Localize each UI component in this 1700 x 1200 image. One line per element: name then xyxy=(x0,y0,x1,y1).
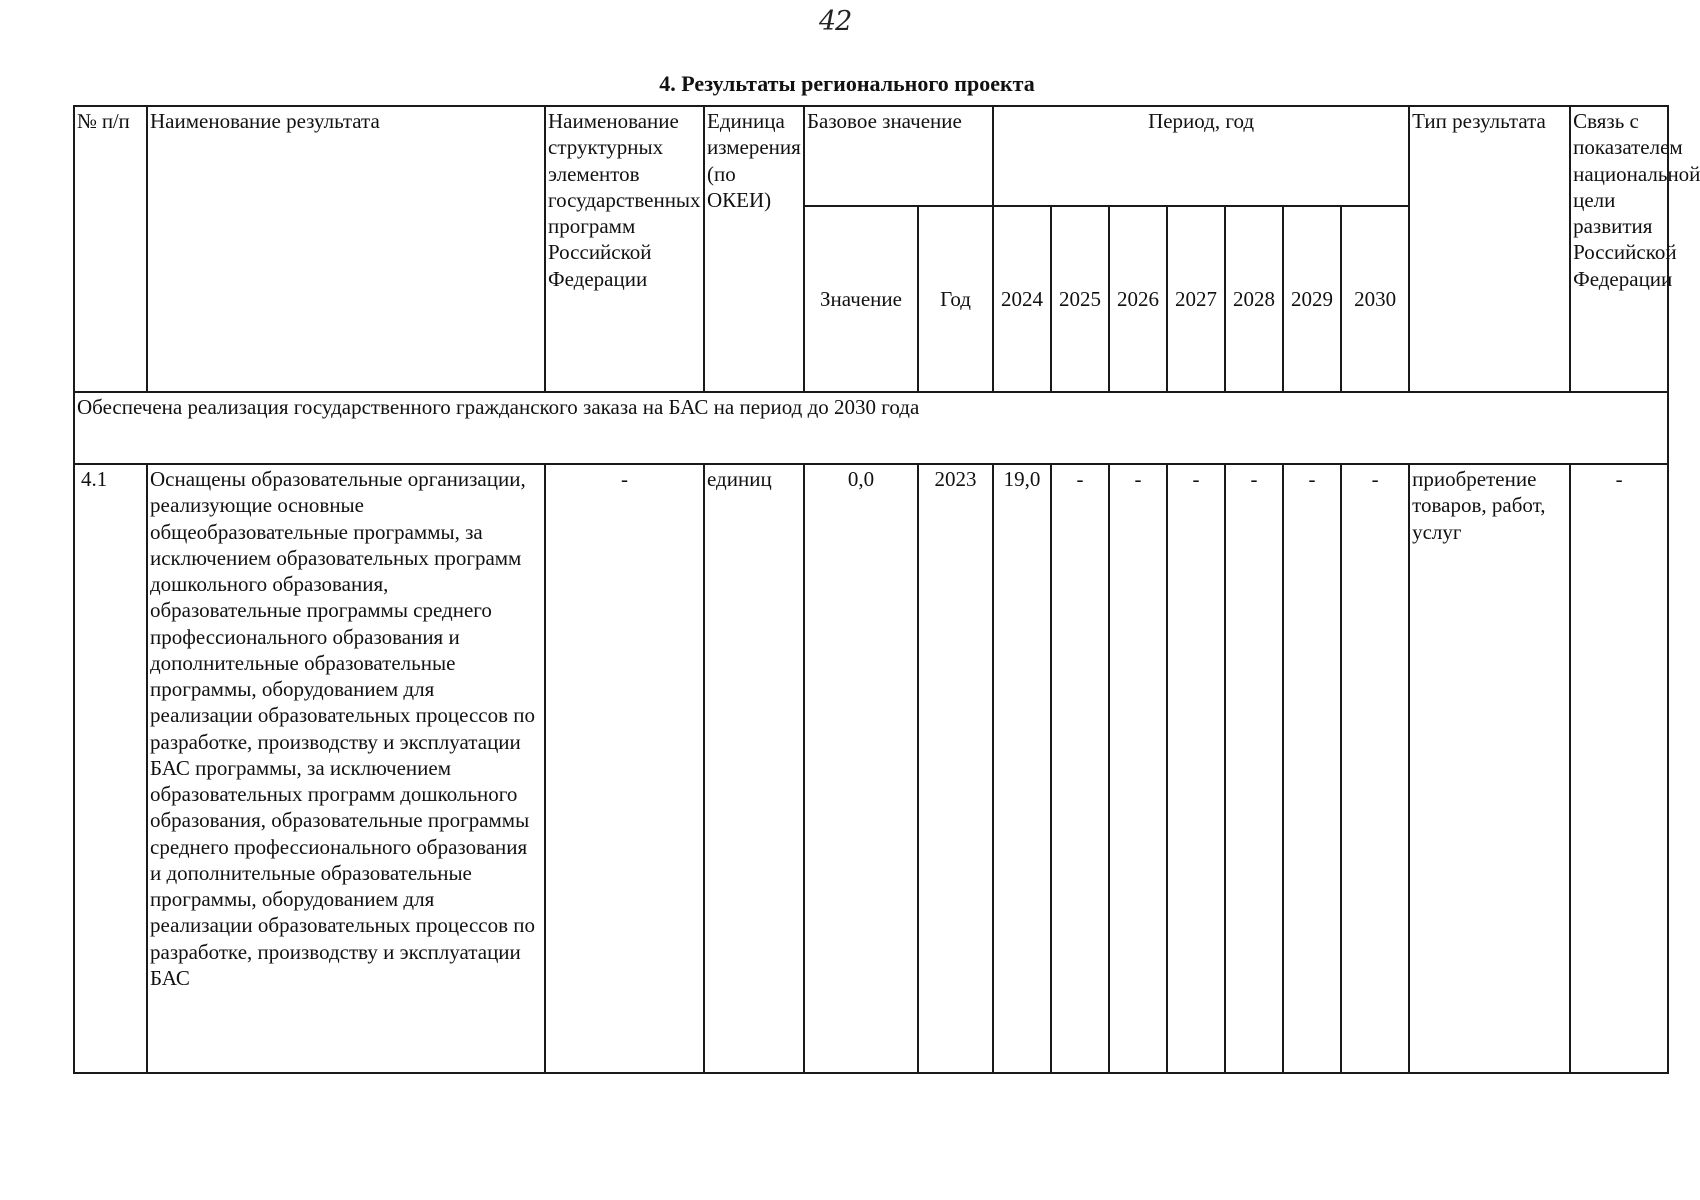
page-number: 42 xyxy=(819,6,852,37)
results-table xyxy=(73,105,1700,1074)
header-year-2025: 2025 xyxy=(1051,206,1109,392)
header-value: Значение xyxy=(804,206,918,392)
row-base-year: 2023 xyxy=(918,464,993,1073)
row-link: - xyxy=(1570,464,1668,1073)
row-period-2030: - xyxy=(1341,464,1409,1073)
row-period-2029: - xyxy=(1283,464,1341,1073)
header-base: Базовое значение xyxy=(804,106,993,206)
section-label: Обеспечена реализация государственного гражданского заказа на БАС на период до 2030 года xyxy=(74,392,1668,464)
row-name: Оснащены образовательные организации, реализующие основные общеобразовательные программы, за исключением образовательных программ дошкольного образования, образовательные программы среднего профессионального образования и дополнительные образовательные программы, оборудованием для реализации образовательных процессов по разработке, производству и эксплуатации БАС программы, за исключением образовательных программ дошкольного образования, образовательные программы среднего профессионального образования и дополнительные образовательные программы, оборудованием для реализации образовательных процессов по разработке, производству и эксплуатации БАС xyxy=(147,464,545,1073)
header-unit: Единица измерения (по ОКЕИ) xyxy=(704,106,804,392)
row-period-2024: 19,0 xyxy=(993,464,1051,1073)
header-period: Период, год xyxy=(993,106,1409,206)
header-type: Тип результата xyxy=(1409,106,1570,392)
table-row xyxy=(74,464,1668,1073)
header-num: № п/п xyxy=(74,106,147,392)
row-period-2026: - xyxy=(1109,464,1167,1073)
row-base-value: 0,0 xyxy=(804,464,918,1073)
header-year-2028: 2028 xyxy=(1225,206,1283,392)
header-struct: Наименование структурных элементов государственных программ Российской Федерации xyxy=(545,106,704,392)
header-year: Год xyxy=(918,206,993,392)
row-type: приобретение товаров, работ, услуг xyxy=(1409,464,1570,1073)
row-unit: единиц xyxy=(704,464,804,1073)
row-period-2028: - xyxy=(1225,464,1283,1073)
row-struct: - xyxy=(545,464,704,1073)
header-name: Наименование результата xyxy=(147,106,545,392)
row-num: 4.1 xyxy=(74,464,147,1073)
header-row-top xyxy=(74,106,1668,206)
header-year-2030: 2030 xyxy=(1341,206,1409,392)
section-title: 4. Результаты регионального проекта xyxy=(659,71,1035,96)
header-year-2024: 2024 xyxy=(993,206,1051,392)
row-period-2025: - xyxy=(1051,464,1109,1073)
row-period-2027: - xyxy=(1167,464,1225,1073)
section-row xyxy=(74,392,1668,464)
header-year-2027: 2027 xyxy=(1167,206,1225,392)
header-year-2026: 2026 xyxy=(1109,206,1167,392)
header-link: Связь с показателем национальной цели развития Российской Федерации xyxy=(1570,106,1668,392)
header-year-2029: 2029 xyxy=(1283,206,1341,392)
